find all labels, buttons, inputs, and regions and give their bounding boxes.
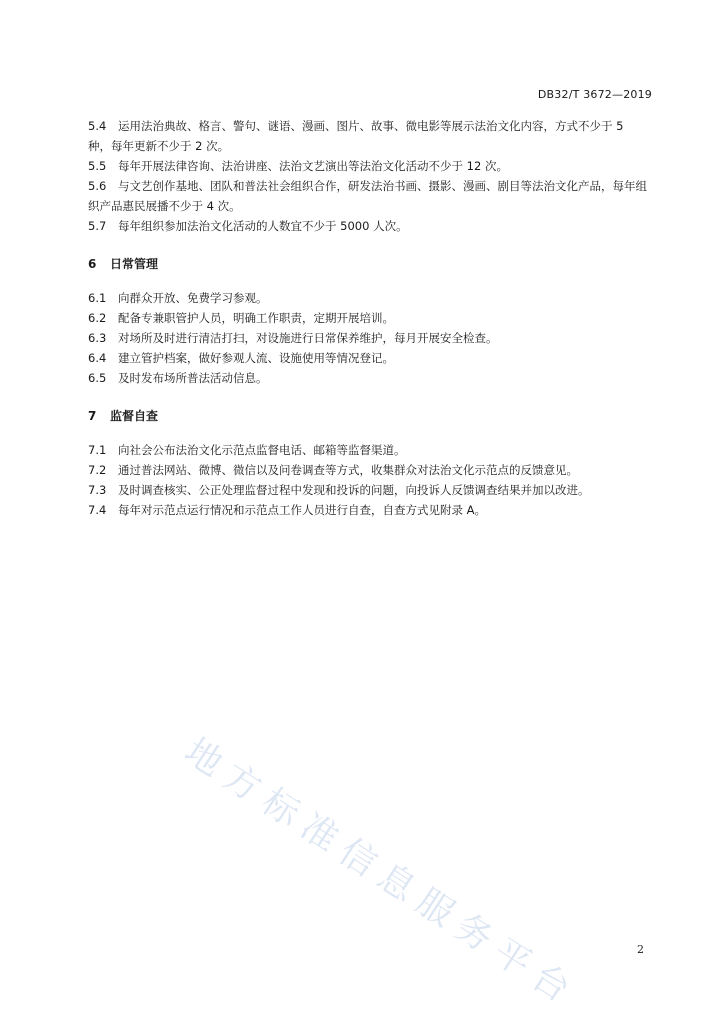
clause-number: 7.4 [88, 503, 107, 517]
standard-code: DB32/T 3672—2019 [537, 88, 652, 101]
section-6-heading [88, 254, 650, 274]
clause-7-1 [88, 440, 650, 460]
clause-5-4 [88, 116, 650, 156]
section-number: 6 [88, 257, 97, 271]
clause-text: 每年对示范点运行情况和示范点工作人员进行自查，自查方式见附录 A。 [118, 503, 487, 517]
section-title: 日常管理 [110, 257, 159, 271]
clause-number: 7.2 [88, 463, 107, 477]
clause-6-1 [88, 288, 650, 308]
clause-text: 及时调查核实、公正处理监督过程中发现和投诉的问题，向投诉人反馈调查结果并加以改进。 [118, 483, 590, 497]
clause-text: 向社会公布法治文化示范点监督电话、邮箱等监督渠道。 [118, 443, 406, 457]
clause-text: 向群众开放、免费学习参观。 [118, 291, 268, 305]
clause-text: 每年组织参加法治文化活动的人数宜不少于 5000 人次。 [118, 219, 408, 233]
clause-text: 及时发布场所普法活动信息。 [118, 371, 268, 385]
clause-text: 配备专兼职管护人员，明确工作职责，定期开展培训。 [118, 311, 394, 325]
clause-text: 对场所及时进行清洁打扫，对设施进行日常保养维护，每月开展安全检查。 [118, 331, 498, 345]
clause-6-5 [88, 368, 650, 388]
document-body [88, 116, 650, 520]
clause-number: 6.5 [88, 371, 107, 385]
clause-7-2 [88, 460, 650, 480]
clause-6-2 [88, 308, 650, 328]
clause-6-4 [88, 348, 650, 368]
section-number: 7 [88, 409, 97, 423]
clause-7-3 [88, 480, 650, 500]
section-7-heading [88, 406, 650, 426]
clause-text: 每年开展法律咨询、法治讲座、法治文艺演出等法治文化活动不少于 12 次。 [118, 159, 508, 173]
section-title: 监督自查 [110, 409, 159, 423]
clause-number: 5.5 [88, 159, 107, 173]
clause-text: 建立管护档案，做好参观人流、设施使用等情况登记。 [118, 351, 394, 365]
clause-text: 运用法治典故、格言、警句、谜语、漫画、图片、故事、微电影等展示法治文化内容，方式不少于 5 种，每年更新不少于 2 次。 [88, 119, 624, 153]
clause-text: 与文艺创作基地、团队和普法社会组织合作，研发法治书画、摄影、漫画、剧目等法治文化产品，每年组织产品惠民展播不少于 4 次。 [88, 179, 647, 213]
clause-5-6 [88, 176, 650, 216]
clause-number: 7.3 [88, 483, 107, 497]
clause-number: 5.4 [88, 119, 107, 133]
clause-6-3 [88, 328, 650, 348]
clause-number: 6.3 [88, 331, 107, 345]
clause-5-7 [88, 216, 650, 236]
clause-text: 通过普法网站、微博、微信以及问卷调查等方式，收集群众对法治文化示范点的反馈意见。 [118, 463, 578, 477]
watermark: 地方标准信息服务平台 [177, 730, 586, 1016]
clause-number: 6.4 [88, 351, 107, 365]
clause-number: 5.6 [88, 179, 107, 193]
clause-number: 6.2 [88, 311, 107, 325]
clause-number: 7.1 [88, 443, 107, 457]
clause-5-5 [88, 156, 650, 176]
page-number: 2 [637, 943, 644, 956]
clause-number: 6.1 [88, 291, 107, 305]
clause-number: 5.7 [88, 219, 107, 233]
clause-7-4 [88, 500, 650, 520]
